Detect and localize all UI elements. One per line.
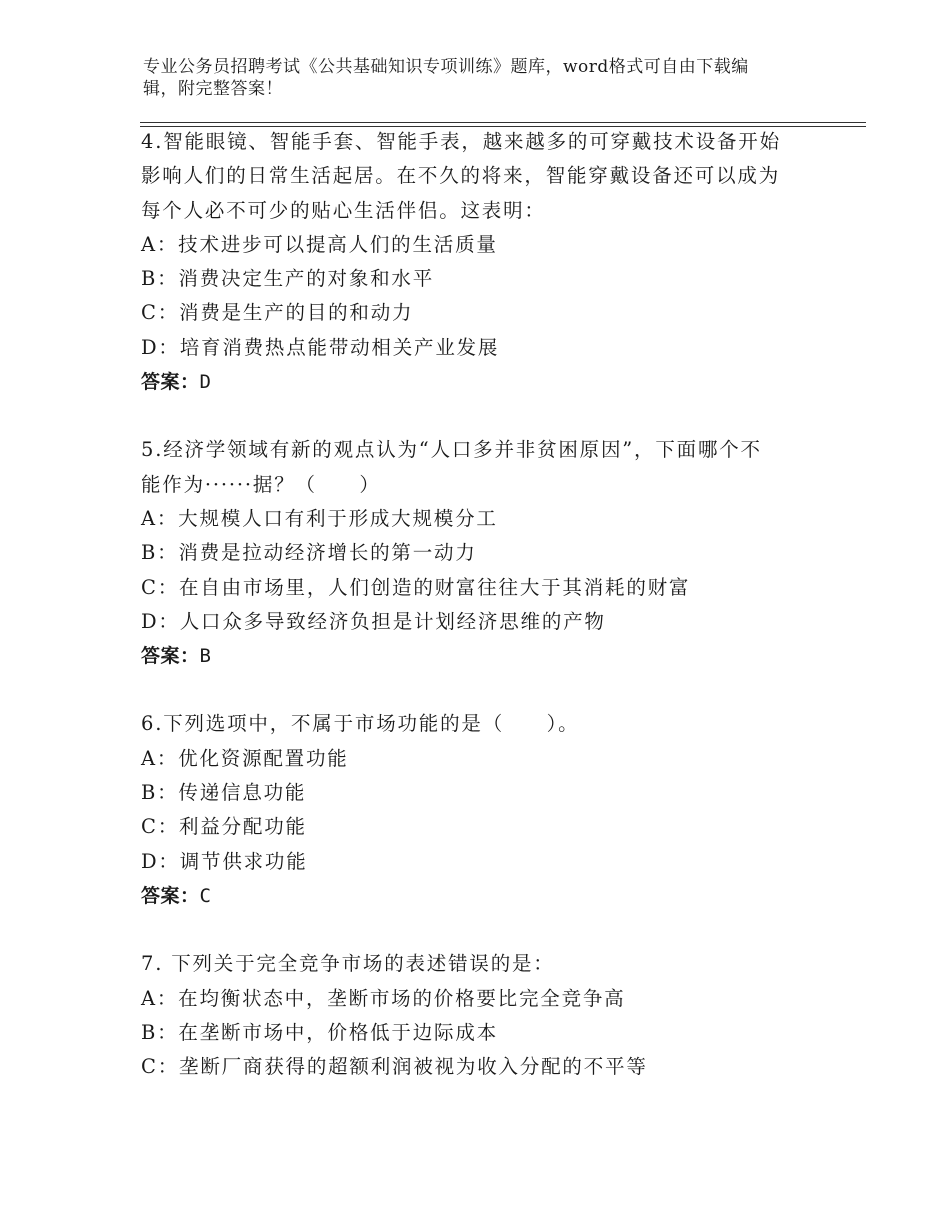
question-5 bbox=[141, 433, 821, 673]
answer-label: 答案： bbox=[141, 645, 200, 668]
question-list bbox=[141, 125, 821, 1084]
answer-label: 答案： bbox=[141, 371, 200, 394]
option-a: A：在均衡状态中，垄断市场的价格要比完全竞争高 bbox=[141, 986, 626, 1010]
option-b: B：消费是拉动经济增长的第一动力 bbox=[141, 541, 477, 565]
option-a: A：技术进步可以提高人们的生活质量 bbox=[141, 232, 498, 256]
option-b: B：在垄断市场中，价格低于边际成本 bbox=[141, 1020, 498, 1044]
option-c: C：垄断厂商获得的超额利润被视为收入分配的不平等 bbox=[141, 1055, 648, 1079]
header-line-1: 专业公务员招聘考试《公共基础知识专项训练》题库，word格式可自由下载编 bbox=[143, 57, 749, 77]
answer-value: C bbox=[199, 884, 212, 907]
document-header bbox=[143, 56, 823, 100]
answer-line bbox=[141, 365, 821, 399]
question-stem: 能作为······据？（ ） bbox=[141, 472, 381, 496]
option-d: D：调节供求功能 bbox=[141, 849, 308, 873]
question-stem: 7. 下列关于完全竞争市场的表述错误的是： bbox=[141, 952, 555, 976]
option-d: D：人口众多导致经济负担是计划经济思维的产物 bbox=[141, 609, 606, 633]
option-a: A：优化资源配置功能 bbox=[141, 746, 349, 770]
question-6 bbox=[141, 707, 821, 913]
question-4 bbox=[141, 125, 821, 399]
answer-label: 答案： bbox=[141, 884, 200, 907]
option-a: A：大规模人口有利于形成大规模分工 bbox=[141, 506, 498, 530]
question-stem: 每个人必不可少的贴心生活伴侣。这表明： bbox=[141, 198, 546, 222]
option-d: D：培育消费热点能带动相关产业发展 bbox=[141, 335, 500, 359]
answer-line bbox=[141, 639, 821, 673]
option-b: B：传递信息功能 bbox=[141, 781, 307, 805]
question-stem: 4.智能眼镜、智能手套、智能手表，越来越多的可穿戴技术设备开始 bbox=[141, 130, 781, 153]
option-c: C：消费是生产的目的和动力 bbox=[141, 301, 414, 325]
answer-value: B bbox=[199, 645, 212, 668]
option-c: C：在自由市场里，人们创造的财富往往大于其消耗的财富 bbox=[141, 575, 691, 599]
answer-value: D bbox=[199, 371, 212, 394]
option-b: B：消费决定生产的对象和水平 bbox=[141, 267, 435, 291]
question-stem: 5.经济学领域有新的观点认为“人口多并非贫困原因”，下面哪个不 bbox=[141, 438, 762, 462]
header-line-2: 辑，附完整答案！ bbox=[143, 79, 283, 99]
answer-line bbox=[141, 879, 821, 913]
question-stem: 影响人们的日常生活起居。在不久的将来，智能穿戴设备还可以成为 bbox=[141, 164, 781, 188]
question-7 bbox=[141, 947, 821, 1084]
option-c: C：利益分配功能 bbox=[141, 815, 307, 839]
question-stem: 6.下列选项中，不属于市场功能的是（ ）。 bbox=[141, 712, 580, 736]
